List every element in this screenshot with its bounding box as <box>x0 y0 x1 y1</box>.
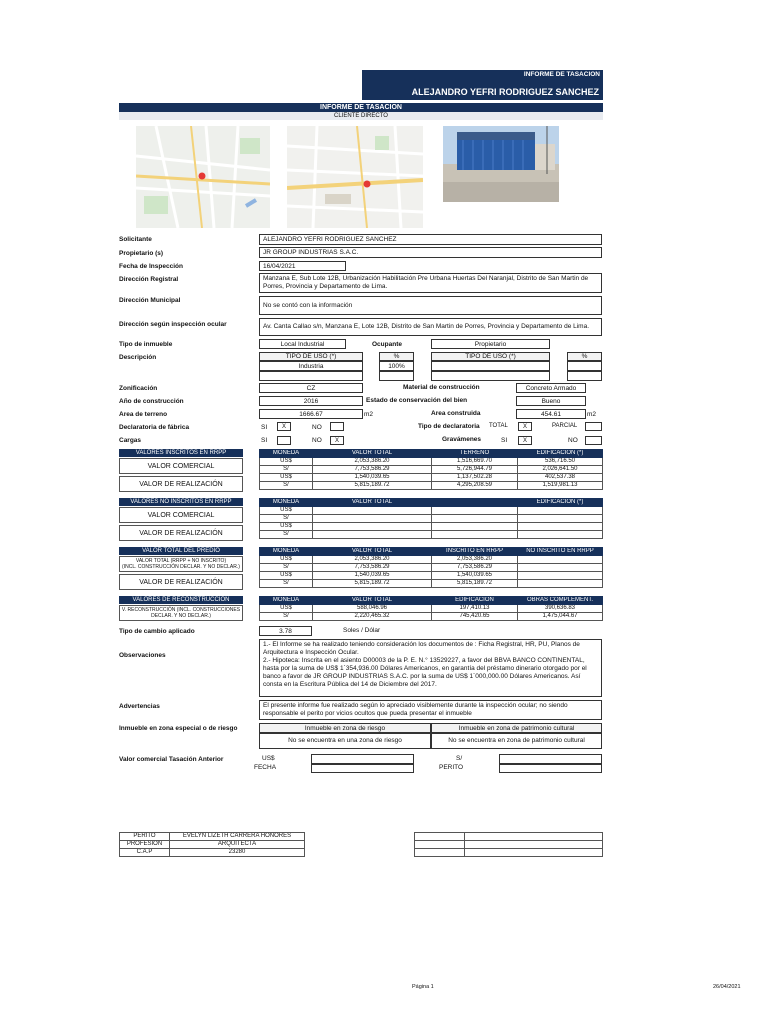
table-row <box>415 833 603 841</box>
label-direccion-ocular: Dirección según inspección ocular <box>119 321 227 328</box>
cell: 7,753,586.29 <box>313 564 432 572</box>
label-direccion-municipal: Dirección Municipal <box>119 297 181 304</box>
label-observaciones: Observaciones <box>119 652 166 659</box>
field-area-terreno: 1666.67 <box>259 409 363 419</box>
reconstruccion-valor <box>119 605 243 621</box>
label-propietario: Propietario (s) <box>119 250 164 257</box>
total-predio-sub1: VALOR TOTAL (RRPP + NO INSCRITO) <box>135 558 227 564</box>
anterior-fecha-field <box>311 764 414 773</box>
label-zona-riesgo: Inmueble en zona especial o de riesgo <box>119 725 238 732</box>
total-predio-header: VALOR TOTAL DEL PREDIO <box>119 547 243 555</box>
field-area-construida: 454.61 <box>516 409 586 419</box>
page-number: Página 1 <box>412 984 434 990</box>
field-material: Concreto Armado <box>516 383 586 393</box>
cell: 2,053,386.20 <box>313 458 432 466</box>
cell: 1,475,044.67 <box>518 613 603 621</box>
table-row <box>260 531 603 539</box>
col-header: INSCRITO EN RRPP <box>432 548 518 556</box>
pct-value-1: 100% <box>379 361 414 371</box>
declaratoria-no-label: NO <box>312 424 322 431</box>
label-gravamenes: Gravámenes <box>442 436 482 443</box>
no-inscritos-table <box>259 498 603 539</box>
cell: 1,516,669.70 <box>432 458 518 466</box>
cell: 745,420.65 <box>432 613 518 621</box>
cell: US$ <box>260 556 313 564</box>
cell: 5,815,189.72 <box>432 580 518 588</box>
table-row <box>260 523 603 531</box>
label-advertencias: Advertencias <box>119 703 160 710</box>
cell: US$ <box>260 605 313 613</box>
pct-value-4 <box>567 371 602 381</box>
cell: 390,636.83 <box>518 605 603 613</box>
label-declaratoria: Declaratoria de fábrica <box>119 424 190 431</box>
col-header: TERRENO <box>432 450 518 458</box>
field-observaciones: 1.- El Informe se ha realizado teniendo consideración los documentos de : Ficha Registral, HR, PU, Planos de Arquitectura e Inspección Ocular. 2.- Hipoteca: Inscrita en el asiento D00003 de la P. E. N.° 13529227, a favor del BBVA BANCO CONTINENTAL, hasta por la suma de US$ 1´354,936.00 Dólares Americanos, en garantía del préstamo dinerario otorgado por el banco a favor de JR GROUP INDUSTRIAS S.A.C. por la suma de US$ 1´000,000.00 Dólares Americanos. Así consta en la Escritura Pública del 14 de Diciembre del 2017. <box>259 639 602 697</box>
report-banner: INFORME DE TASACION <box>119 103 603 112</box>
no-inscritos-valor-realizacion: VALOR DE REALIZACIÓN <box>119 525 243 541</box>
cell: S/ <box>260 466 313 474</box>
total-predio-valor-realizacion: VALOR DE REALIZACIÓN <box>119 574 243 590</box>
cell: 1,540,039.65 <box>432 572 518 580</box>
field-estado: Bueno <box>516 396 586 406</box>
label-cargas: Cargas <box>119 437 142 444</box>
total-checkbox[interactable]: X <box>518 422 532 431</box>
cell <box>518 580 603 588</box>
label-descripcion: Descripción <box>119 354 157 361</box>
field-solicitante: ALEJANDRO YEFRI RODRIGUEZ SANCHEZ <box>259 234 602 245</box>
table-row <box>260 613 603 621</box>
cell <box>465 841 603 849</box>
col-header: MONEDA <box>260 499 313 507</box>
cell: 536,716.50 <box>518 458 603 466</box>
inscritos-table <box>259 449 603 490</box>
zona-riesgo-header: Inmueble en zona de riesgo <box>259 723 431 733</box>
inscritos-valor-realizacion: VALOR DE REALIZACIÓN <box>119 476 243 492</box>
cell: 23280 <box>170 849 305 857</box>
label-area-terreno: Area de terreno <box>119 411 168 418</box>
cell <box>518 564 603 572</box>
cell: S/ <box>260 515 313 523</box>
table-row <box>260 507 603 515</box>
total-predio-table <box>259 547 603 588</box>
field-tipo-cambio: 3.78 <box>259 626 312 636</box>
cell: US$ <box>260 474 313 482</box>
declaratoria-si-checkbox[interactable]: X <box>277 422 291 431</box>
label-tipo-declaratoria: Tipo de declaratoria <box>418 423 480 430</box>
cell <box>518 515 603 523</box>
reconstruccion-sub1: V. RECONSTRUCCIÓN (INCL. CONSTRUCCIONES <box>121 607 241 613</box>
cell: EVELYN LIZETH CARRERA HONORES <box>170 833 305 841</box>
anterior-fecha-label: FECHA <box>254 764 277 771</box>
field-direccion-ocular: Av. Canta Callao s/n, Manzana E, Lote 12B, Distrito de San Martin de Porres, Provincia y Departamento de Lima. <box>259 318 602 336</box>
col-header: VALOR TOTAL <box>313 597 432 605</box>
table-row <box>260 572 603 580</box>
cell: 197,410.13 <box>432 605 518 613</box>
cell: US$ <box>260 523 313 531</box>
cell <box>465 849 603 857</box>
cell: S/ <box>260 580 313 588</box>
cell <box>518 556 603 564</box>
location-map-city <box>136 126 270 228</box>
location-map-street <box>287 126 423 228</box>
property-photo <box>443 126 559 202</box>
cell <box>415 849 465 857</box>
col-header: EDIFICACION (*) <box>518 499 603 507</box>
table-row <box>260 564 603 572</box>
table-row <box>415 849 603 857</box>
col-header: EDIFICACION (*) <box>518 450 603 458</box>
table-row <box>260 466 603 474</box>
table-row <box>260 580 603 588</box>
label-area-construida: Area construida <box>431 410 481 417</box>
label-estado: Estado de conservación del bien <box>366 397 468 404</box>
cell: 1,540,039.65 <box>313 474 432 482</box>
client-type: CLIENTE DIRECTO <box>119 112 603 120</box>
parcial-checkbox[interactable] <box>585 422 602 431</box>
cell <box>432 531 518 539</box>
cargas-no-checkbox[interactable]: X <box>330 436 344 445</box>
cell <box>518 572 603 580</box>
cell: S/ <box>260 482 313 490</box>
label-material: Material de construcción <box>403 384 480 391</box>
total-label: TOTAL <box>489 423 508 429</box>
cell: 2,053,386.20 <box>313 556 432 564</box>
no-inscritos-header: VALORES NO INSCRITOS EN RRPP <box>119 498 243 506</box>
field-advertencias: El presente informe fue realizado según lo apreciado visiblemente durante la inspección ocular; no siendo responsable el perito por vicios ocultos que pueda presentar el inmueble <box>259 700 602 720</box>
label-direccion-registral: Dirección Registral <box>119 276 179 283</box>
table-row <box>260 482 603 490</box>
cell: 2,053,386.20 <box>432 556 518 564</box>
pct-value-2 <box>567 361 602 371</box>
cargas-si-label: SI <box>261 437 268 444</box>
cell <box>518 531 603 539</box>
report-owner: ALEJANDRO YEFRI RODRIGUEZ SANCHEZ <box>411 87 599 97</box>
declaratoria-no-checkbox[interactable] <box>330 422 344 431</box>
area-construida-unit: m2 <box>587 411 597 418</box>
table-row <box>415 841 603 849</box>
cell <box>432 515 518 523</box>
anterior-sol-field <box>499 754 602 764</box>
cell: PROFESION <box>120 841 170 849</box>
cell <box>313 515 432 523</box>
col-header: MONEDA <box>260 450 313 458</box>
no-inscritos-valor-comercial: VALOR COMERCIAL <box>119 507 243 523</box>
cell <box>313 531 432 539</box>
tipo-cambio-unit: Soles / Dólar <box>343 627 381 634</box>
cell: ARQUITECTA <box>170 841 305 849</box>
zona-riesgo-value: No se encuentra en una zona de riesgo <box>259 733 431 749</box>
uso-value-1: Industria <box>259 361 363 371</box>
reconstruccion-table <box>259 596 603 621</box>
total-predio-sub2: (INCL. CONSTRUCCIÓN DECLAR. Y NO DECLAR.) <box>122 564 240 570</box>
zona-patrimonio-header: Inmueble en zona de patrimonio cultural <box>431 723 602 733</box>
cell: 588,046.96 <box>313 605 432 613</box>
cell: 1,137,502.28 <box>432 474 518 482</box>
label-tasacion-anterior: Valor comercial Tasación Anterior <box>119 756 224 763</box>
field-anio: 2016 <box>259 396 363 406</box>
report-header <box>362 70 603 100</box>
anterior-usd-label: US$ <box>262 755 275 762</box>
table-row <box>120 833 305 841</box>
cell: S/ <box>260 613 313 621</box>
cell: S/ <box>260 564 313 572</box>
table-row <box>260 458 603 466</box>
gravamenes-no-label: NO <box>568 437 578 444</box>
cell: 1,519,981.13 <box>518 482 603 490</box>
cell <box>313 523 432 531</box>
reconstruccion-header: VALORES DE RECONSTRUCCIÓN <box>119 596 243 604</box>
field-propietario: JR GROUP INDUSTRIAS S.A.C. <box>259 247 602 258</box>
cell: 2,026,641.50 <box>518 466 603 474</box>
cell: 4,295,208.59 <box>432 482 518 490</box>
gravamenes-si-checkbox[interactable]: X <box>518 436 532 445</box>
cell <box>415 833 465 841</box>
cell: 2,220,465.32 <box>313 613 432 621</box>
inscritos-valor-comercial: VALOR COMERCIAL <box>119 458 243 474</box>
cell <box>432 523 518 531</box>
table-row <box>260 474 603 482</box>
label-tipo-cambio: Tipo de cambio aplicado <box>119 628 195 635</box>
uso-value-3 <box>259 371 363 381</box>
cell <box>465 833 603 841</box>
cell: 5,726,944.79 <box>432 466 518 474</box>
field-direccion-registral: Manzana E, Sub Lote 12B, Urbanización Habilitación Pre Urbana Huertas Del Naranjal, Distrito de San Martin de Porres, Provincia y Departamento de Lima. <box>259 273 602 293</box>
col-header: VALOR TOTAL <box>313 450 432 458</box>
cell <box>432 507 518 515</box>
anterior-usd-field <box>311 754 414 764</box>
cell: 5,815,189.72 <box>313 580 432 588</box>
cell: S/ <box>260 531 313 539</box>
field-ocupante: Propietario <box>431 339 550 349</box>
uso-value-2 <box>431 361 550 371</box>
cell: 7,753,586.29 <box>313 466 432 474</box>
perito-table-empty <box>414 832 603 857</box>
col-header: NO INSCRITO EN RRPP <box>518 548 603 556</box>
label-anio: Año de construcción <box>119 398 184 405</box>
cell: US$ <box>260 572 313 580</box>
perito-table <box>119 832 305 857</box>
cell: C.A.P <box>120 849 170 857</box>
field-zonificacion: CZ <box>259 383 363 393</box>
field-fecha-inspeccion: 16/04/2021 <box>259 261 346 271</box>
cell: 7,753,586.29 <box>432 564 518 572</box>
zona-patrimonio-value: No se encuentra en zona de patrimonio cultural <box>431 733 602 749</box>
area-terreno-unit: m2 <box>364 411 374 418</box>
cargas-no-label: NO <box>312 437 322 444</box>
cell: 5,815,189.72 <box>313 482 432 490</box>
col-header: MONEDA <box>260 548 313 556</box>
gravamenes-no-checkbox[interactable] <box>585 436 602 445</box>
label-tipo-inmueble: Tipo de inmueble <box>119 341 173 348</box>
col-header: MONEDA <box>260 597 313 605</box>
cell <box>313 507 432 515</box>
table-row <box>260 605 603 613</box>
label-fecha-inspeccion: Fecha de Inspección <box>119 263 183 270</box>
cell: 1,540,039.65 <box>313 572 432 580</box>
anterior-perito-field <box>499 764 602 773</box>
footer-date: 26/04/2021 <box>713 984 741 990</box>
uso-header-1: TIPO DE USO (*) <box>259 352 363 361</box>
report-type: INFORME DE TASACION <box>523 71 600 78</box>
uso-header-2: TIPO DE USO (*) <box>431 352 550 361</box>
col-header: OBRAS COMPLEMENT. <box>518 597 603 605</box>
cell: US$ <box>260 458 313 466</box>
col-header: EDIFICACION <box>432 597 518 605</box>
total-predio-valor-total <box>119 556 243 572</box>
col-header: VALOR TOTAL <box>313 548 432 556</box>
reconstruccion-sub2: DECLAR. Y NO DECLAR.) <box>151 613 211 619</box>
pct-header-2: % <box>567 352 602 361</box>
col-header: VALOR TOTAL <box>313 499 432 507</box>
cell <box>518 507 603 515</box>
cell: US$ <box>260 507 313 515</box>
uso-value-4 <box>431 371 550 381</box>
field-direccion-municipal: No se contó con la información <box>259 296 602 315</box>
table-row <box>120 849 305 857</box>
inscritos-header: VALORES INSCRITOS EN RRPP <box>119 449 243 457</box>
cell <box>518 523 603 531</box>
cell <box>415 841 465 849</box>
anterior-sol-label: S/ <box>456 755 463 762</box>
table-row <box>120 841 305 849</box>
declaratoria-si-label: SI <box>261 424 268 431</box>
label-zonificacion: Zonificación <box>119 385 158 392</box>
label-ocupante: Ocupante <box>372 341 402 348</box>
cargas-si-checkbox[interactable] <box>277 436 291 445</box>
pct-header-1: % <box>379 352 414 361</box>
anterior-perito-label: PERITO <box>439 764 464 771</box>
cell: 402,537.38 <box>518 474 603 482</box>
table-row <box>260 556 603 564</box>
field-tipo-inmueble: Local Industrial <box>259 339 346 349</box>
col-header <box>432 499 518 507</box>
parcial-label: PARCIAL <box>552 423 578 429</box>
gravamenes-si-label: SI <box>501 437 508 444</box>
label-solicitante: Solicitante <box>119 236 152 243</box>
pct-value-3 <box>379 371 414 381</box>
cell: PERITO <box>120 833 170 841</box>
table-row <box>260 515 603 523</box>
